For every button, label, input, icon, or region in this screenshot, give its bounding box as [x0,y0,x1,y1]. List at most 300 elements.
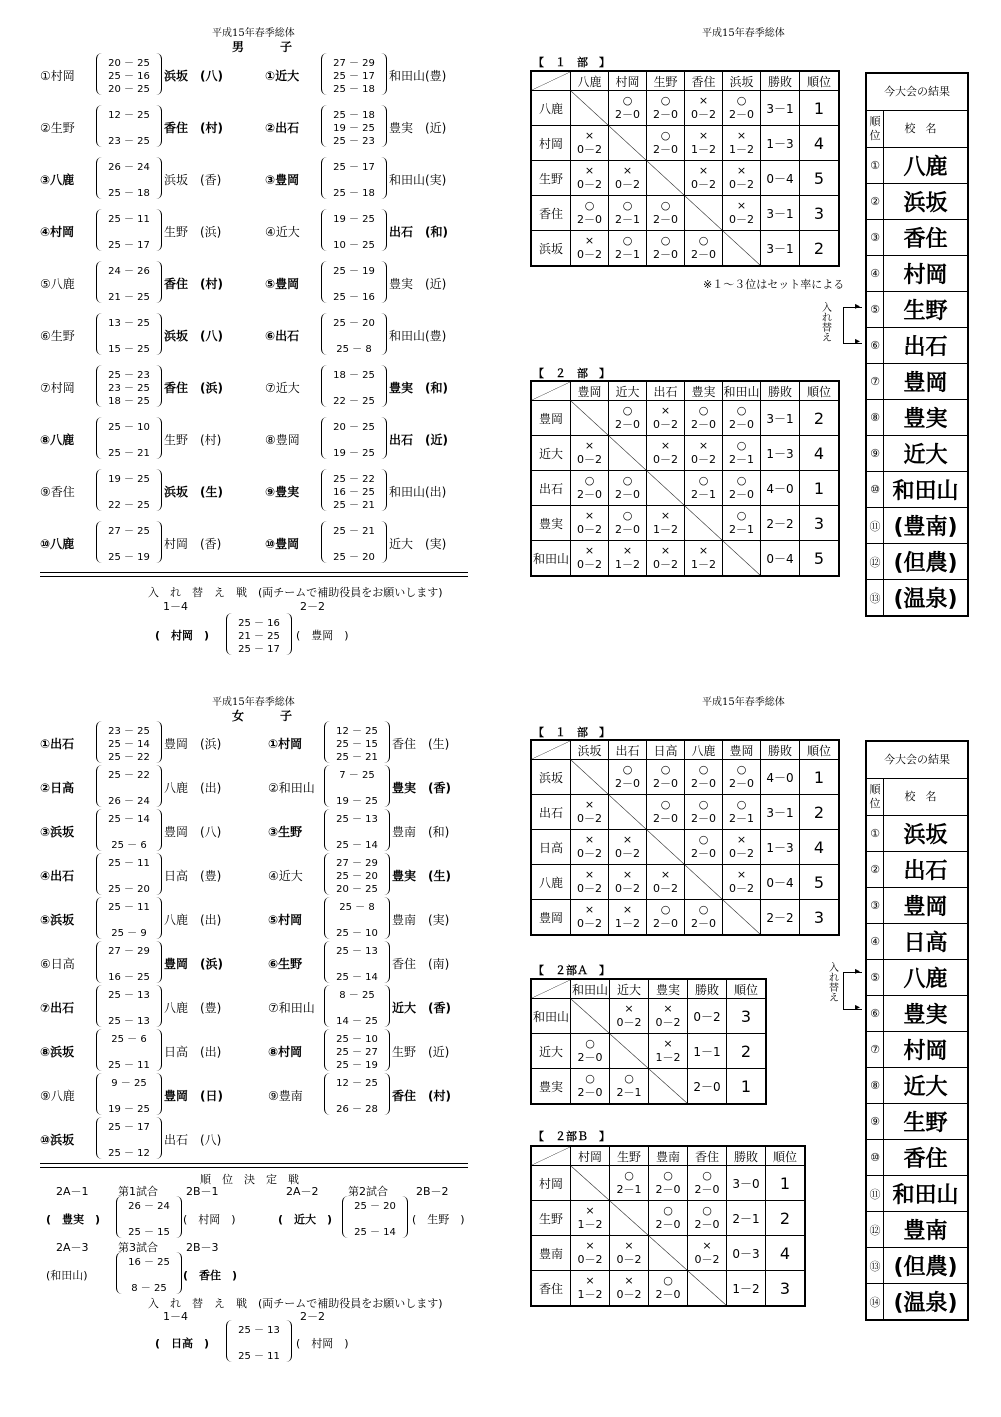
table-row [531,506,839,541]
match-score: 0－2 [577,523,602,536]
result-row [867,996,967,1032]
match-score: 1－2 [577,1218,603,1231]
g3-scores [60,1252,180,1296]
match-score: 0－2 [691,178,716,191]
result-cell [571,830,609,865]
result-row [867,924,967,960]
result-cell [685,231,723,267]
set-score: 20 － 25 [108,58,150,69]
set-score: 25 － 17 [238,644,280,655]
opponent-team: 和田山(豊) [389,69,447,83]
set-score: 16 － 25 [128,1257,170,1268]
boys-title: 男 子 [232,40,305,54]
match-score: 0－2 [616,1288,642,1301]
win-icon: ○ [736,474,747,487]
score-bracket [321,313,387,355]
win-icon: ○ [584,474,595,487]
match-score: 1－2 [577,1288,603,1301]
column-header: 八鹿 [685,740,723,760]
result-school: 八鹿 [903,967,948,992]
g1-head-title: 第1試合 [118,1185,158,1198]
result-cell [688,1201,727,1236]
set-score: 25 － 18 [333,110,375,121]
match-team: ③八鹿 [40,173,75,187]
set-score: 8 － 25 [339,990,375,1001]
result-row [867,148,967,184]
match-score: 2－0 [653,777,678,790]
score-bracket [321,417,387,459]
result-cell [609,401,647,436]
match [268,765,468,809]
opponent-team: 香住 (南) [392,957,450,971]
opponent-team: 日高 (出) [164,1045,222,1059]
diagonal-cell [609,795,647,830]
row-header: 豊実 [531,506,571,541]
win-icon: ○ [660,798,671,811]
opponent-team: 村岡 (香) [164,537,222,551]
rank: 1 [766,1166,806,1201]
result-rank: ⑦ [867,1032,884,1067]
score-bracket [96,157,162,199]
set-score: 25 － 13 [108,990,150,1001]
loss-icon: × [585,1239,595,1252]
result-row [867,328,967,364]
match-score: 2－0 [691,418,716,431]
g1-right-team: ( 村岡 ) [183,1213,236,1226]
diagonal-cell [610,1034,649,1069]
match-team: ⑨豊実 [265,485,300,499]
result-cell [685,900,723,936]
rank: 4 [800,436,840,471]
match [40,985,240,1029]
set-score: 25 － 17 [333,162,375,173]
match-team: ⑨八鹿 [40,1089,75,1103]
g2-left-team: ( 近大 ) [278,1213,333,1226]
win-icon: ○ [660,199,671,212]
table-row [531,196,839,231]
result-cell [571,196,609,231]
win-icon: ○ [736,94,747,107]
opponent-team: 出石 (和) [389,225,448,239]
result-cell [685,436,723,471]
score-bracket [321,469,387,511]
opponent-team: 日高 (豊) [164,869,222,883]
girls-div1-label: 【 １ 部 】 [533,726,610,739]
result-row [867,508,967,544]
boys-div1-note: ※１～３位はセット率による [703,278,845,291]
table-row [531,830,839,865]
result-school: 豊岡 [903,895,948,920]
match-team: ⑨香住 [40,485,75,499]
win-icon: ○ [585,1072,595,1085]
opponent-team: 香住 (村) [392,1089,451,1103]
match-score: 0－2 [655,1016,681,1029]
match [40,209,240,253]
win-icon: ○ [702,1204,712,1217]
match-team: ③浜坂 [40,825,75,839]
match [268,853,468,897]
table-row [531,795,839,830]
win-icon: ○ [660,763,671,776]
result-school: 香住 [903,1147,948,1172]
loss-icon: × [584,903,595,916]
result-row [867,544,967,580]
result-rank: ② [867,852,884,887]
set-score: 25 － 11 [238,1351,280,1362]
girls-div2a-table [530,978,767,1105]
table-row [531,900,839,936]
set-score: 25 － 20 [354,1201,396,1212]
result-cell [610,1271,649,1307]
girls-swap-label: 入れ替え [829,963,839,1004]
match-score: 2－1 [616,1183,642,1196]
row-header: 浜坂 [531,231,571,267]
set-score: 27 － 29 [333,58,375,69]
row-header: 生野 [531,1201,571,1236]
column-header: 勝敗 [688,979,727,999]
table-row [531,760,839,795]
result-cell [723,795,761,830]
result-school: 豊実 [903,1003,948,1028]
result-cell [647,865,685,900]
table-row [531,999,766,1034]
win-icon: ○ [663,1274,673,1287]
opponent-team: 和田山(出) [389,485,447,499]
boys-div1-label: 【 １ 部 】 [533,56,610,69]
result-rank: ⑩ [867,472,884,507]
win-icon: ○ [660,129,671,142]
result-cell [723,436,761,471]
result-cell [609,231,647,267]
set-score: 25 － 6 [111,840,147,851]
rank: 3 [766,1271,806,1307]
row-header: 生野 [531,161,571,196]
result-cell [647,760,685,795]
match-team: ①村岡 [40,69,75,83]
loss-icon: × [624,1239,634,1252]
column-header: 勝敗 [761,740,800,760]
match-score: 0－2 [729,847,754,860]
set-score: 25 － 13 [238,1325,280,1336]
result-cell [571,1034,610,1069]
diagonal-cell [609,126,647,161]
opponent-team: 出石 (近) [389,433,448,447]
opponent-team: 香住 (浜) [164,381,223,395]
result-cell [649,1201,688,1236]
set-score: 23 － 25 [108,726,150,737]
match-team: ②出石 [265,121,300,135]
boys-playoff-right-record: 2－2 [300,600,325,613]
set-score: 25 － 13 [336,814,378,825]
result-cell [647,900,685,936]
column-header: 香住 [688,1146,727,1166]
score-bracket [96,105,162,147]
score-bracket [96,809,162,851]
match-team: ①村岡 [268,737,303,751]
girls-playoff-left-record: 1－4 [163,1310,188,1323]
result-row [867,580,967,615]
set-score: 20 － 25 [333,422,375,433]
corner-cell [531,381,571,401]
results-header [867,779,967,816]
opponent-team: 浜坂 (八) [164,69,223,83]
match [40,469,240,513]
match [265,261,465,305]
girls-playoff-right-record: 2－2 [300,1310,325,1323]
rank: 4 [800,830,840,865]
column-header: 生野 [647,71,685,91]
match-team: ②生野 [40,121,75,135]
result-cell [610,1236,649,1271]
result-rank: ④ [867,924,884,959]
match-score: 2－1 [729,453,754,466]
diagonal-cell [571,401,609,436]
match-score: 1－2 [729,143,754,156]
table-row [531,1034,766,1069]
result-cell [723,91,761,126]
win-icon: ○ [624,1072,634,1085]
set-score: 25 － 21 [333,500,375,511]
match-score: 2－0 [615,777,640,790]
row-header: 村岡 [531,126,571,161]
set-score: 19 － 25 [333,214,375,225]
score-bracket [324,941,390,983]
win-loss: 1－3 [761,830,800,865]
result-school: 生野 [903,1111,948,1136]
win-icon: ○ [736,798,747,811]
score-bracket [96,941,162,983]
set-score: 25 － 16 [333,292,375,303]
diagonal-cell [685,506,723,541]
opponent-team: 香住 (村) [164,277,223,291]
set-score: 25 － 20 [336,871,378,882]
result-rank: ⑭ [867,1284,884,1319]
match-team: ⑩浜坂 [40,1133,75,1147]
result-cell [723,830,761,865]
match [265,157,465,201]
result-cell [723,760,761,795]
column-header: 順位 [800,381,840,401]
boys-playoff-left-team: ( 村岡 ) [155,629,210,642]
rank: 4 [800,126,840,161]
diagonal-cell [723,900,761,936]
diagonal-cell [571,760,609,795]
win-loss: 3－1 [761,91,800,126]
g2-head-title: 第2試合 [348,1185,388,1198]
result-cell [647,196,685,231]
opponent-team: 豊南 (和) [392,825,450,839]
match-score: 2－0 [577,213,602,226]
set-score: 19 － 25 [108,474,150,485]
girls-div2a-label: 【 ２部Ａ 】 [533,964,610,977]
win-icon: ○ [624,1169,634,1182]
column-header: 勝敗 [727,1146,766,1166]
match-score: 2－0 [577,1086,603,1099]
result-rank: ② [867,184,884,219]
result-cell [723,865,761,900]
match-team: ②和田山 [268,781,315,795]
match [265,313,465,357]
loss-icon: × [584,234,595,247]
set-score: 25 － 11 [108,1060,150,1071]
result-cell [685,91,723,126]
diagonal-cell [685,865,723,900]
opponent-team: 和田山(実) [389,173,447,187]
loss-icon: × [736,833,747,846]
match-score: 0－2 [577,248,602,261]
match-score: 2－1 [729,812,754,825]
row-header: 村岡 [531,1166,571,1201]
result-school: 日高 [903,931,948,956]
diagonal-cell [649,1236,688,1271]
arrow-right-icon: ▸ [855,301,861,312]
score-bracket [96,897,162,939]
score-bracket [324,1073,390,1115]
win-icon: ○ [622,763,633,776]
result-cell [723,471,761,506]
divider [40,576,468,577]
loss-icon: × [660,544,671,557]
score-bracket [324,897,390,939]
win-icon: ○ [622,199,633,212]
loss-icon: × [584,544,595,557]
score-bracket [96,521,162,563]
match-team: ⑥生野 [40,329,75,343]
result-school: (豊南) [893,515,958,540]
result-row [867,1032,967,1068]
win-icon: ○ [663,1169,673,1182]
match-score: 0－2 [577,917,602,930]
column-header: 生野 [610,1146,649,1166]
match [40,261,240,305]
win-icon: ○ [698,833,709,846]
boys-div2-table [530,380,840,577]
result-school: 和田山 [892,1183,959,1208]
match-score: 0－2 [577,178,602,191]
match [40,417,240,461]
divider [40,1163,468,1164]
loss-icon: × [584,509,595,522]
win-loss: 0－4 [761,161,800,196]
result-school: 豊実 [903,407,948,432]
match [40,853,240,897]
column-header: 豊岡 [723,740,761,760]
opponent-team: 八鹿 (出) [164,913,222,927]
set-score: 25 － 14 [354,1227,396,1238]
row-header: 和田山 [531,541,571,577]
g1-left-team: ( 豊実 ) [46,1213,101,1226]
result-cell [685,126,723,161]
set-score: 25 － 17 [108,1122,150,1133]
girls-playoff-title: 入 れ 替 え 戦 (両チームで補助役員をお願いします) [148,1297,443,1310]
set-score: 25 － 11 [108,214,150,225]
result-school: 村岡 [903,1039,948,1064]
match [265,209,465,253]
match-score: 0－2 [729,178,754,191]
result-rank: ⑫ [867,544,884,579]
result-row [867,436,967,472]
result-school: 出石 [903,859,948,884]
loss-icon: × [584,868,595,881]
loss-icon: × [584,439,595,452]
match-team: ①近大 [265,69,300,83]
match-score: 2－0 [615,488,640,501]
win-loss: 1－2 [727,1271,766,1307]
match-score: 0－2 [616,1016,642,1029]
table-row [531,1069,766,1105]
match-score: 2－0 [691,917,716,930]
result-school: 近大 [903,1075,948,1100]
win-loss: 4－0 [761,760,800,795]
set-score: 25 － 21 [333,526,375,537]
match-team: ③生野 [268,825,303,839]
result-cell [685,401,723,436]
result-cell [685,830,723,865]
win-icon: ○ [736,439,747,452]
row-header: 香住 [531,196,571,231]
set-score: 25 － 27 [336,1047,378,1058]
match-score: 2－0 [653,917,678,930]
result-cell [685,161,723,196]
match-score: 2－1 [616,1086,642,1099]
match-score: 1－2 [615,917,640,930]
rank: 2 [800,795,840,830]
rank: 3 [800,900,840,936]
result-row [867,1140,967,1176]
table-row [531,401,839,436]
header-girls-tables: 平成15年春季総体 [702,697,785,708]
result-school: 香住 [903,227,948,252]
score-bracket [324,853,390,895]
rank: 3 [727,999,767,1034]
arrow-right-icon: ▸ [855,336,861,347]
set-score: 25 － 19 [333,266,375,277]
match [40,897,240,941]
set-score: 18 － 25 [333,370,375,381]
result-school: 和田山 [892,479,959,504]
match-score: 2－1 [615,248,640,261]
match-team: ①出石 [40,737,75,751]
match-score: 2－0 [577,1051,603,1064]
school-header: 校名 [904,790,947,803]
g2-scores [286,1196,406,1240]
corner-cell [531,71,571,91]
result-row [867,888,967,924]
set-score: 8 － 25 [131,1283,167,1294]
result-cell [609,865,647,900]
set-score: 21 － 25 [238,631,280,642]
result-cell [647,541,685,577]
match [40,765,240,809]
opponent-team: 生野 (浜) [164,225,222,239]
column-header: 和田山 [571,979,610,999]
result-school: 浜坂 [903,823,948,848]
result-cell [685,795,723,830]
rank: 1 [800,760,840,795]
win-icon: ○ [660,234,671,247]
row-header: 香住 [531,1271,571,1307]
set-score: 25 － 20 [333,318,375,329]
set-score: 13 － 25 [108,318,150,329]
result-row [867,364,967,400]
set-score: 25 － 14 [336,840,378,851]
set-score: 25 － 17 [108,240,150,251]
header-boys-tables: 平成15年春季総体 [702,28,785,39]
result-cell [723,506,761,541]
column-header: 勝敗 [761,381,800,401]
result-row [867,1068,967,1104]
opponent-team: 生野 (近) [392,1045,450,1059]
